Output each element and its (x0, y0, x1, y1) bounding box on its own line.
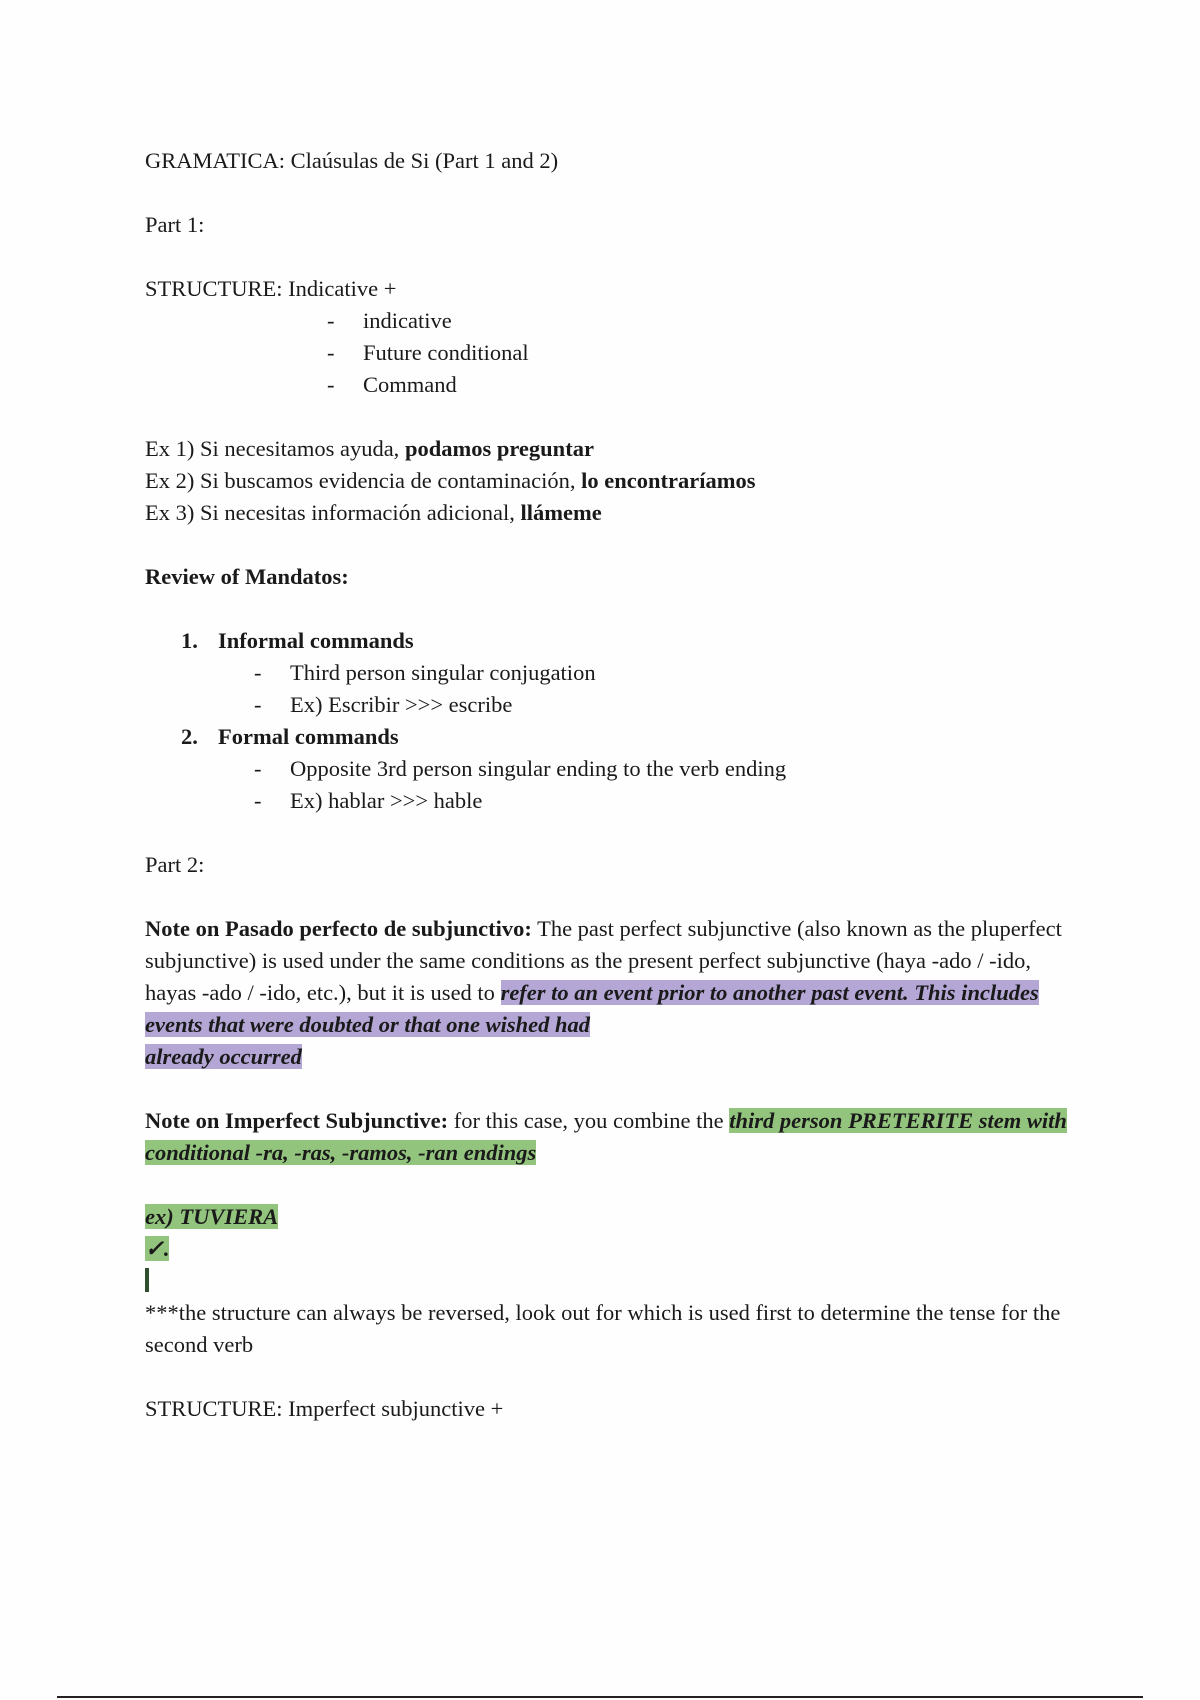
note-pasado-perfecto: Note on Pasado perfecto de subjunctivo: The past perfect subjunctive (also known as the pluperfect subjunctive) is used under the same conditions as the present perfect subjunctive (haya -ado / -ido, hayas -ado / -ido, etc.), but it is used to refer to an event prior to another past event. This includes events that were doubted or that one wished had already occurred (145, 916, 1062, 1069)
reversal-note: ***the structure can always be reversed, look out for which is used first to determine the tense for the second verb (145, 1300, 1061, 1357)
doc-title: GRAMATICA: Claúsulas de Si (Part 1 and 2) (145, 148, 559, 173)
cursor-line (145, 1265, 1085, 1297)
part1-label: Part 1: (145, 212, 205, 237)
mandato-title-informal: 1. Informal commands (181, 628, 414, 653)
example-2: Ex 2) Si buscamos evidencia de contaminación, lo encontraríamos (145, 468, 756, 493)
example-tuviera: ex) TUVIERA (145, 1204, 279, 1229)
mandatos-list (145, 625, 1085, 817)
review-heading: Review of Mandatos: (145, 564, 349, 589)
note-imperfect-subjunctive: Note on Imperfect Subjunctive: for this case, you combine the third person PRETERITE stem with conditional -ra, -ras, -ramos, -ran endings (145, 1108, 1067, 1165)
check-icon: ✓. (145, 1236, 170, 1261)
highlight-purple: refer to an event prior to another past event. This includes events that were doubted or that one wished had (145, 980, 1039, 1037)
structure1-item: - Command (327, 372, 457, 397)
example-3: Ex 3) Si necesitas información adicional, llámeme (145, 500, 602, 525)
mandato-item: - Third person singular conjugation (254, 660, 596, 685)
example-1: Ex 1) Si necesitamos ayuda, podamos preguntar (145, 436, 594, 461)
highlight-purple: already occurred (145, 1044, 302, 1069)
part2-label: Part 2: (145, 852, 205, 877)
structure1-item: - Future conditional (327, 340, 529, 365)
mandato-item: - Ex) Escribir >>> escribe (254, 692, 513, 717)
structure1-label: STRUCTURE: Indicative + (145, 276, 397, 301)
highlight-green: third person PRETERITE stem with conditional -ra, -ras, -ramos, -ran endings (145, 1108, 1067, 1165)
structure1-list (145, 305, 1085, 401)
structure1-item: - indicative (327, 308, 452, 333)
check-mark-line (145, 1233, 1085, 1265)
text-cursor (145, 1268, 149, 1292)
page-bottom-rule (57, 1696, 1143, 1698)
mandato-title-formal: 2. Formal commands (181, 724, 399, 749)
structure2-label: STRUCTURE: Imperfect subjunctive + (145, 1396, 504, 1421)
mandato-item: - Ex) hablar >>> hable (254, 788, 483, 813)
document-body (145, 145, 1085, 1425)
mandato-item: - Opposite 3rd person singular ending to the verb ending (254, 756, 787, 781)
